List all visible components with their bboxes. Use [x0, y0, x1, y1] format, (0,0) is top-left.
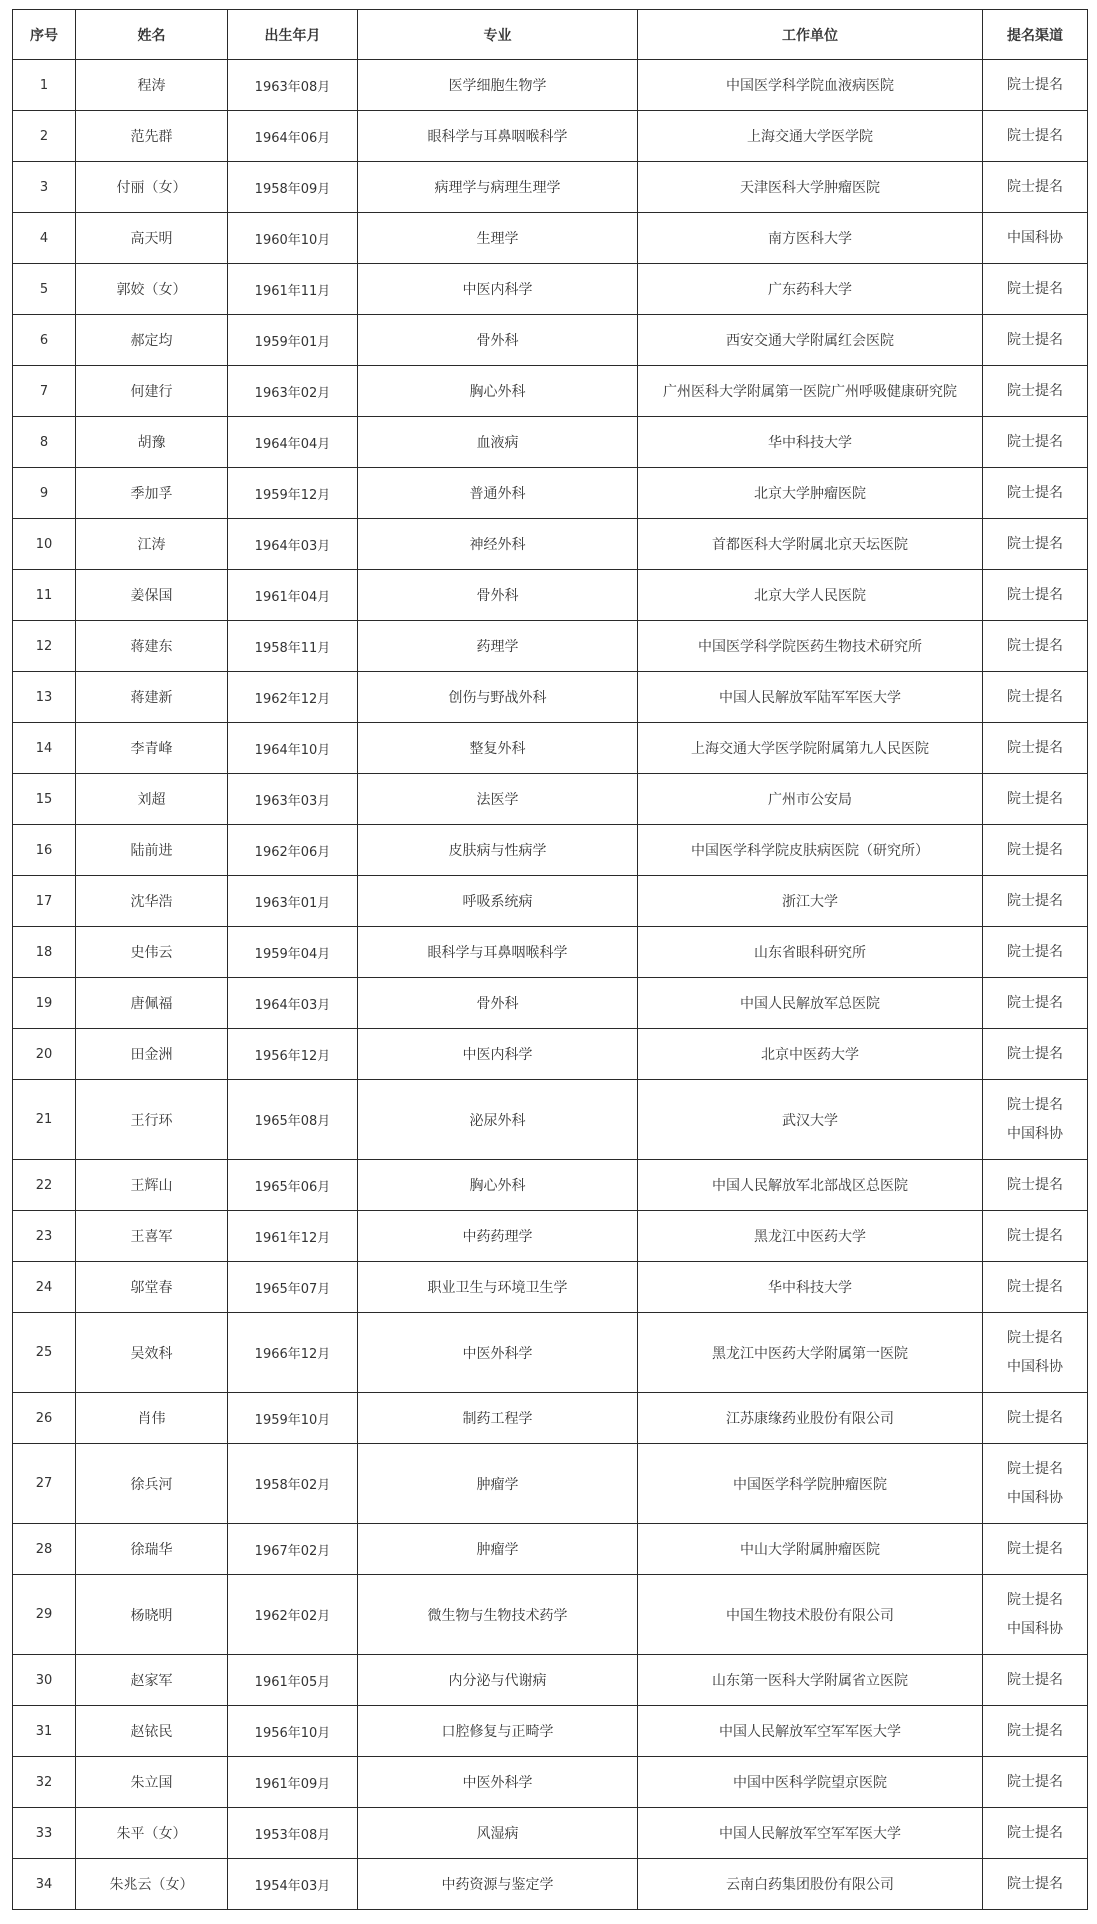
cell-no: 32: [13, 1757, 76, 1808]
cell-no: 1: [13, 60, 76, 111]
channel-label: 院士提名: [1007, 790, 1063, 807]
table-row: [13, 621, 1088, 672]
table-row: [13, 315, 1088, 366]
cell-major: 呼吸系统病: [358, 876, 638, 927]
cell-channel: [983, 978, 1088, 1029]
cell-birth: 1964年04月: [228, 417, 358, 468]
cell-major: 风湿病: [358, 1808, 638, 1859]
cell-birth: 1961年12月: [228, 1211, 358, 1262]
cell-no: 7: [13, 366, 76, 417]
cell-name: 朱立国: [76, 1757, 228, 1808]
channel-label: 院士提名: [1007, 1329, 1063, 1346]
cell-name: 吴效科: [76, 1313, 228, 1393]
channel-label: 院士提名: [1007, 178, 1063, 195]
cell-major: 中医内科学: [358, 1029, 638, 1080]
cell-unit: 广东药科大学: [638, 264, 983, 315]
cell-name: 程涛: [76, 60, 228, 111]
cell-channel: [983, 1575, 1088, 1655]
cell-channel: [983, 162, 1088, 213]
cell-unit: 云南白药集团股份有限公司: [638, 1859, 983, 1910]
cell-major: 骨外科: [358, 978, 638, 1029]
cell-unit: 中国人民解放军北部战区总医院: [638, 1160, 983, 1211]
channel-label: 院士提名: [1007, 484, 1063, 501]
cell-channel: [983, 1859, 1088, 1910]
channel-label: 院士提名: [1007, 433, 1063, 450]
cell-major: 普通外科: [358, 468, 638, 519]
cell-birth: 1964年03月: [228, 978, 358, 1029]
cell-no: 14: [13, 723, 76, 774]
cell-name: 王行环: [76, 1080, 228, 1160]
cell-major: 法医学: [358, 774, 638, 825]
cell-channel: [983, 1160, 1088, 1211]
cell-name: 陆前进: [76, 825, 228, 876]
cell-no: 30: [13, 1655, 76, 1706]
channel-label: 院士提名: [1007, 1540, 1063, 1557]
cell-name: 赵家军: [76, 1655, 228, 1706]
cell-no: 9: [13, 468, 76, 519]
cell-birth: 1963年03月: [228, 774, 358, 825]
table-row: [13, 1160, 1088, 1211]
cell-major: 骨外科: [358, 315, 638, 366]
table-row: [13, 672, 1088, 723]
cell-name: 姜保国: [76, 570, 228, 621]
cell-no: 23: [13, 1211, 76, 1262]
table-row: [13, 1706, 1088, 1757]
channel-label: 院士提名: [1007, 739, 1063, 756]
table-row: [13, 825, 1088, 876]
cell-major: 整复外科: [358, 723, 638, 774]
channel-label: 院士提名: [1007, 1227, 1063, 1244]
cell-name: 郭姣（女）: [76, 264, 228, 315]
cell-major: 血液病: [358, 417, 638, 468]
table-row: [13, 264, 1088, 315]
cell-birth: 1959年12月: [228, 468, 358, 519]
cell-name: 肖伟: [76, 1393, 228, 1444]
cell-name: 高天明: [76, 213, 228, 264]
cell-channel: [983, 1444, 1088, 1524]
cell-birth: 1964年06月: [228, 111, 358, 162]
channel-label: 院士提名: [1007, 535, 1063, 552]
table-row: [13, 1262, 1088, 1313]
cell-no: 17: [13, 876, 76, 927]
cell-unit: 北京大学肿瘤医院: [638, 468, 983, 519]
channel-label: 院士提名: [1007, 1824, 1063, 1841]
cell-name: 赵铱民: [76, 1706, 228, 1757]
cell-birth: 1965年06月: [228, 1160, 358, 1211]
table-row: [13, 1444, 1088, 1524]
cell-name: 朱平（女）: [76, 1808, 228, 1859]
table-row: [13, 519, 1088, 570]
channel-label: 中国科协: [1007, 1358, 1063, 1375]
cell-no: 4: [13, 213, 76, 264]
cell-major: 神经外科: [358, 519, 638, 570]
table-row: [13, 1211, 1088, 1262]
table-row: [13, 1313, 1088, 1393]
header-major: 专业: [358, 10, 638, 60]
cell-name: 付丽（女）: [76, 162, 228, 213]
cell-unit: 山东省眼科研究所: [638, 927, 983, 978]
cell-channel: [983, 1706, 1088, 1757]
cell-channel: [983, 111, 1088, 162]
cell-name: 杨晓明: [76, 1575, 228, 1655]
table-row: [13, 1029, 1088, 1080]
header-birth: 出生年月: [228, 10, 358, 60]
cell-unit: 广州市公安局: [638, 774, 983, 825]
cell-no: 6: [13, 315, 76, 366]
cell-major: 肿瘤学: [358, 1444, 638, 1524]
cell-major: 中医内科学: [358, 264, 638, 315]
cell-channel: [983, 213, 1088, 264]
channel-label: 院士提名: [1007, 1722, 1063, 1739]
table-row: [13, 111, 1088, 162]
channel-label: 院士提名: [1007, 1045, 1063, 1062]
cell-no: 8: [13, 417, 76, 468]
channel-label: 中国科协: [1007, 229, 1063, 246]
cell-birth: 1962年06月: [228, 825, 358, 876]
cell-name: 蒋建新: [76, 672, 228, 723]
cell-major: 胸心外科: [358, 366, 638, 417]
cell-no: 12: [13, 621, 76, 672]
cell-channel: [983, 672, 1088, 723]
channel-label: 中国科协: [1007, 1489, 1063, 1506]
cell-name: 蒋建东: [76, 621, 228, 672]
table-row: [13, 1859, 1088, 1910]
cell-name: 朱兆云（女）: [76, 1859, 228, 1910]
table-body: [13, 60, 1088, 1910]
cell-name: 沈华浩: [76, 876, 228, 927]
cell-channel: [983, 1211, 1088, 1262]
cell-birth: 1963年02月: [228, 366, 358, 417]
table-row: [13, 1393, 1088, 1444]
cell-name: 王喜军: [76, 1211, 228, 1262]
cell-channel: [983, 1757, 1088, 1808]
cell-no: 31: [13, 1706, 76, 1757]
cell-birth: 1964年03月: [228, 519, 358, 570]
cell-name: 王辉山: [76, 1160, 228, 1211]
cell-major: 眼科学与耳鼻咽喉科学: [358, 111, 638, 162]
channel-label: 中国科协: [1007, 1125, 1063, 1142]
channel-label: 院士提名: [1007, 994, 1063, 1011]
cell-name: 邬堂春: [76, 1262, 228, 1313]
cell-channel: [983, 1655, 1088, 1706]
channel-label: 院士提名: [1007, 1176, 1063, 1193]
cell-birth: 1956年10月: [228, 1706, 358, 1757]
cell-no: 11: [13, 570, 76, 621]
table-row: [13, 366, 1088, 417]
cell-name: 唐佩福: [76, 978, 228, 1029]
cell-birth: 1962年12月: [228, 672, 358, 723]
table-row: [13, 1808, 1088, 1859]
cell-unit: 西安交通大学附属红会医院: [638, 315, 983, 366]
cell-channel: [983, 1524, 1088, 1575]
header-unit: 工作单位: [638, 10, 983, 60]
table-row: [13, 468, 1088, 519]
cell-birth: 1954年03月: [228, 1859, 358, 1910]
table-row: [13, 774, 1088, 825]
cell-unit: 中国医学科学院皮肤病医院（研究所）: [638, 825, 983, 876]
cell-channel: [983, 315, 1088, 366]
channel-label: 院士提名: [1007, 1409, 1063, 1426]
table-row: [13, 60, 1088, 111]
table-row: [13, 417, 1088, 468]
channel-label: 院士提名: [1007, 76, 1063, 93]
table-row: [13, 876, 1088, 927]
cell-major: 药理学: [358, 621, 638, 672]
cell-name: 何建行: [76, 366, 228, 417]
cell-major: 创伤与野战外科: [358, 672, 638, 723]
cell-birth: 1961年09月: [228, 1757, 358, 1808]
cell-no: 22: [13, 1160, 76, 1211]
cell-unit: 中国医学科学院血液病医院: [638, 60, 983, 111]
channel-label: 院士提名: [1007, 331, 1063, 348]
table-row: [13, 1757, 1088, 1808]
cell-major: 泌尿外科: [358, 1080, 638, 1160]
channel-label: 院士提名: [1007, 127, 1063, 144]
cell-major: 医学细胞生物学: [358, 60, 638, 111]
cell-major: 皮肤病与性病学: [358, 825, 638, 876]
cell-birth: 1965年07月: [228, 1262, 358, 1313]
cell-major: 生理学: [358, 213, 638, 264]
header-name: 姓名: [76, 10, 228, 60]
cell-channel: [983, 1029, 1088, 1080]
channel-label: 院士提名: [1007, 280, 1063, 297]
cell-unit: 中国人民解放军空军军医大学: [638, 1706, 983, 1757]
cell-unit: 山东第一医科大学附属省立医院: [638, 1655, 983, 1706]
channel-label: 院士提名: [1007, 1591, 1063, 1608]
cell-name: 郝定均: [76, 315, 228, 366]
cell-birth: 1961年11月: [228, 264, 358, 315]
channel-label: 院士提名: [1007, 688, 1063, 705]
cell-channel: [983, 723, 1088, 774]
cell-unit: 北京中医药大学: [638, 1029, 983, 1080]
channel-label: 院士提名: [1007, 1096, 1063, 1113]
cell-channel: [983, 519, 1088, 570]
cell-no: 16: [13, 825, 76, 876]
cell-no: 26: [13, 1393, 76, 1444]
cell-unit: 天津医科大学肿瘤医院: [638, 162, 983, 213]
cell-channel: [983, 468, 1088, 519]
cell-major: 职业卫生与环境卫生学: [358, 1262, 638, 1313]
cell-major: 肿瘤学: [358, 1524, 638, 1575]
header-no: 序号: [13, 10, 76, 60]
cell-major: 内分泌与代谢病: [358, 1655, 638, 1706]
cell-birth: 1961年04月: [228, 570, 358, 621]
cell-birth: 1962年02月: [228, 1575, 358, 1655]
cell-name: 徐兵河: [76, 1444, 228, 1524]
cell-channel: [983, 876, 1088, 927]
cell-birth: 1958年09月: [228, 162, 358, 213]
cell-unit: 江苏康缘药业股份有限公司: [638, 1393, 983, 1444]
cell-birth: 1963年08月: [228, 60, 358, 111]
cell-birth: 1959年10月: [228, 1393, 358, 1444]
cell-no: 15: [13, 774, 76, 825]
cell-channel: [983, 1808, 1088, 1859]
cell-unit: 华中科技大学: [638, 1262, 983, 1313]
cell-name: 李青峰: [76, 723, 228, 774]
cell-birth: 1961年05月: [228, 1655, 358, 1706]
cell-no: 29: [13, 1575, 76, 1655]
cell-birth: 1959年04月: [228, 927, 358, 978]
cell-birth: 1958年11月: [228, 621, 358, 672]
cell-no: 25: [13, 1313, 76, 1393]
cell-major: 中医外科学: [358, 1313, 638, 1393]
cell-birth: 1964年10月: [228, 723, 358, 774]
cell-unit: 中国医学科学院医药生物技术研究所: [638, 621, 983, 672]
cell-unit: 中国人民解放军总医院: [638, 978, 983, 1029]
cell-channel: [983, 1080, 1088, 1160]
cell-unit: 上海交通大学医学院: [638, 111, 983, 162]
cell-no: 5: [13, 264, 76, 315]
cell-name: 史伟云: [76, 927, 228, 978]
cell-major: 胸心外科: [358, 1160, 638, 1211]
cell-channel: [983, 264, 1088, 315]
cell-channel: [983, 570, 1088, 621]
table-row: [13, 1655, 1088, 1706]
channel-label: 院士提名: [1007, 1278, 1063, 1295]
cell-unit: 首都医科大学附属北京天坛医院: [638, 519, 983, 570]
cell-major: 病理学与病理生理学: [358, 162, 638, 213]
cell-major: 中医外科学: [358, 1757, 638, 1808]
table-row: [13, 723, 1088, 774]
table-row: [13, 1524, 1088, 1575]
cell-no: 10: [13, 519, 76, 570]
table-row: [13, 213, 1088, 264]
cell-birth: 1958年02月: [228, 1444, 358, 1524]
cell-unit: 中山大学附属肿瘤医院: [638, 1524, 983, 1575]
cell-major: 中药资源与鉴定学: [358, 1859, 638, 1910]
cell-major: 制药工程学: [358, 1393, 638, 1444]
cell-unit: 中国人民解放军空军军医大学: [638, 1808, 983, 1859]
cell-no: 19: [13, 978, 76, 1029]
cell-birth: 1965年08月: [228, 1080, 358, 1160]
cell-no: 13: [13, 672, 76, 723]
table-row: [13, 570, 1088, 621]
channel-label: 院士提名: [1007, 382, 1063, 399]
cell-channel: [983, 774, 1088, 825]
cell-no: 2: [13, 111, 76, 162]
table-row: [13, 978, 1088, 1029]
cell-unit: 黑龙江中医药大学: [638, 1211, 983, 1262]
cell-birth: 1956年12月: [228, 1029, 358, 1080]
cell-no: 20: [13, 1029, 76, 1080]
cell-major: 中药药理学: [358, 1211, 638, 1262]
cell-birth: 1967年02月: [228, 1524, 358, 1575]
cell-unit: 广州医科大学附属第一医院广州呼吸健康研究院: [638, 366, 983, 417]
cell-name: 刘超: [76, 774, 228, 825]
cell-unit: 武汉大学: [638, 1080, 983, 1160]
table-row: [13, 927, 1088, 978]
cell-major: 口腔修复与正畸学: [358, 1706, 638, 1757]
cell-no: 33: [13, 1808, 76, 1859]
cell-name: 季加孚: [76, 468, 228, 519]
cell-name: 江涛: [76, 519, 228, 570]
cell-birth: 1960年10月: [228, 213, 358, 264]
channel-label: 中国科协: [1007, 1620, 1063, 1637]
cell-unit: 浙江大学: [638, 876, 983, 927]
channel-label: 院士提名: [1007, 637, 1063, 654]
cell-birth: 1959年01月: [228, 315, 358, 366]
candidate-table: [12, 9, 1088, 1910]
channel-label: 院士提名: [1007, 1460, 1063, 1477]
channel-label: 院士提名: [1007, 1773, 1063, 1790]
cell-channel: [983, 417, 1088, 468]
cell-channel: [983, 60, 1088, 111]
cell-no: 28: [13, 1524, 76, 1575]
cell-unit: 南方医科大学: [638, 213, 983, 264]
cell-no: 18: [13, 927, 76, 978]
cell-unit: 上海交通大学医学院附属第九人民医院: [638, 723, 983, 774]
cell-channel: [983, 1393, 1088, 1444]
cell-channel: [983, 1262, 1088, 1313]
table-row: [13, 1080, 1088, 1160]
channel-label: 院士提名: [1007, 892, 1063, 909]
cell-name: 胡豫: [76, 417, 228, 468]
cell-unit: 黑龙江中医药大学附属第一医院: [638, 1313, 983, 1393]
cell-unit: 中国医学科学院肿瘤医院: [638, 1444, 983, 1524]
cell-unit: 中国中医科学院望京医院: [638, 1757, 983, 1808]
cell-name: 范先群: [76, 111, 228, 162]
cell-birth: 1963年01月: [228, 876, 358, 927]
cell-unit: 中国生物技术股份有限公司: [638, 1575, 983, 1655]
cell-major: 眼科学与耳鼻咽喉科学: [358, 927, 638, 978]
channel-label: 院士提名: [1007, 1875, 1063, 1892]
cell-no: 27: [13, 1444, 76, 1524]
channel-label: 院士提名: [1007, 841, 1063, 858]
cell-channel: [983, 1313, 1088, 1393]
table-header-row: [13, 10, 1088, 60]
channel-label: 院士提名: [1007, 1671, 1063, 1688]
cell-channel: [983, 366, 1088, 417]
cell-unit: 中国人民解放军陆军军医大学: [638, 672, 983, 723]
cell-no: 24: [13, 1262, 76, 1313]
candidate-table-container: [12, 9, 1087, 1910]
cell-no: 21: [13, 1080, 76, 1160]
cell-unit: 北京大学人民医院: [638, 570, 983, 621]
cell-major: 骨外科: [358, 570, 638, 621]
table-row: [13, 1575, 1088, 1655]
cell-name: 田金洲: [76, 1029, 228, 1080]
cell-no: 34: [13, 1859, 76, 1910]
cell-unit: 华中科技大学: [638, 417, 983, 468]
cell-channel: [983, 621, 1088, 672]
cell-name: 徐瑞华: [76, 1524, 228, 1575]
header-channel: 提名渠道: [983, 10, 1088, 60]
channel-label: 院士提名: [1007, 943, 1063, 960]
cell-major: 微生物与生物技术药学: [358, 1575, 638, 1655]
channel-label: 院士提名: [1007, 586, 1063, 603]
cell-birth: 1966年12月: [228, 1313, 358, 1393]
table-row: [13, 162, 1088, 213]
cell-no: 3: [13, 162, 76, 213]
cell-channel: [983, 825, 1088, 876]
cell-channel: [983, 927, 1088, 978]
cell-birth: 1953年08月: [228, 1808, 358, 1859]
